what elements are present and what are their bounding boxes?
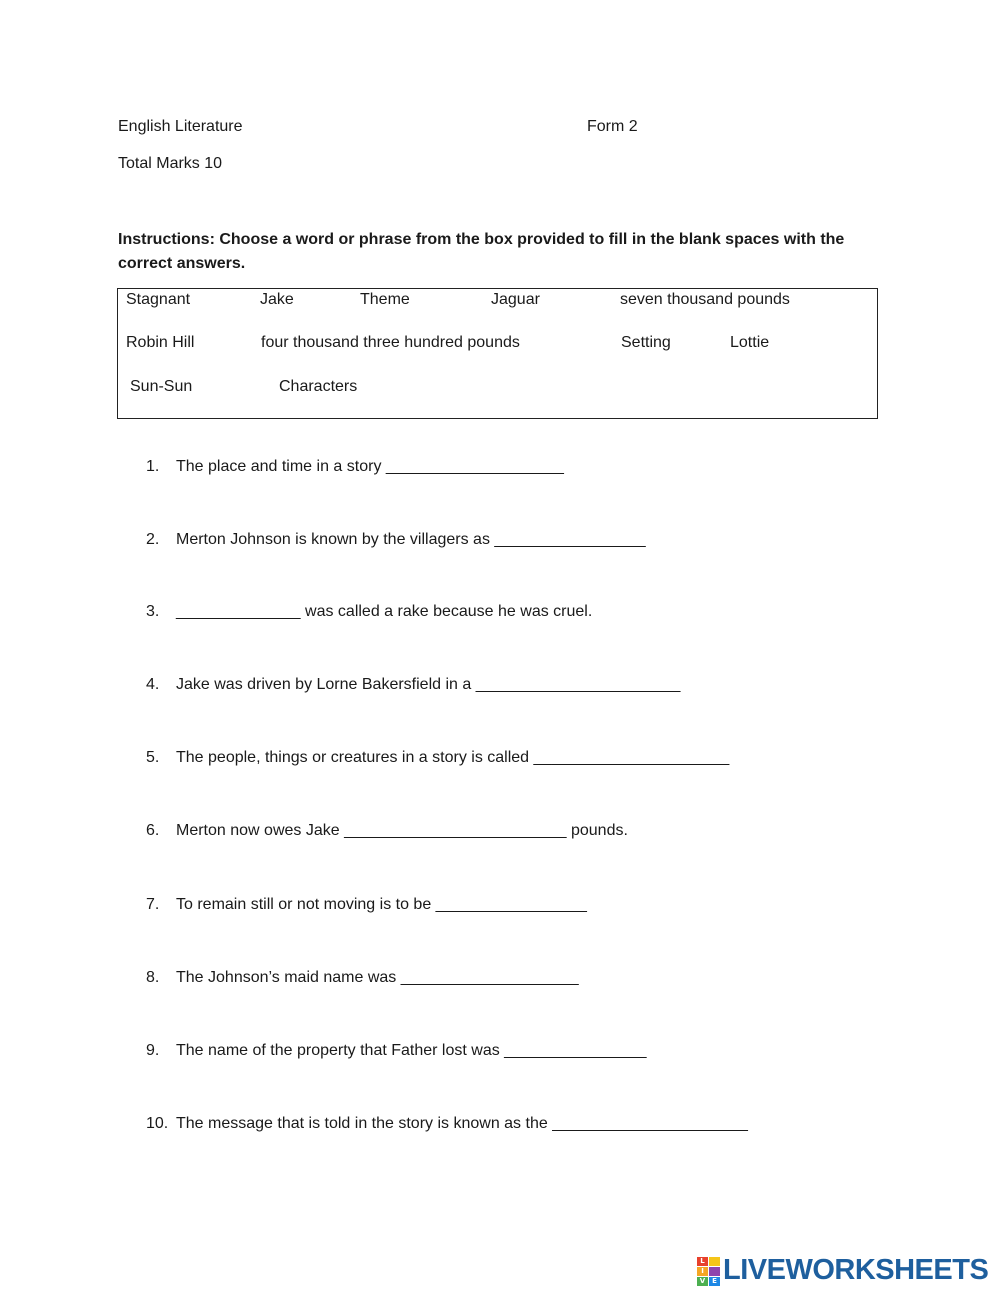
liveworksheets-logo	[697, 1255, 988, 1285]
word-bank-item: Theme	[360, 291, 410, 308]
instructions-text: Instructions: Choose a word or phrase from the box provided to fill in the blank spaces with the correct answers.	[118, 231, 845, 272]
question-number: 10.	[146, 1115, 169, 1132]
logo-block	[709, 1257, 720, 1266]
question-text: The message that is told in the story is known as the ______________________	[176, 1115, 748, 1132]
question-number: 9.	[146, 1042, 160, 1059]
total-marks-label: Total Marks 10	[118, 155, 223, 172]
logo-block: I	[697, 1267, 708, 1276]
question-number: 4.	[146, 676, 160, 693]
question-text: To remain still or not moving is to be _________________	[176, 896, 587, 913]
word-bank-box	[117, 288, 878, 419]
subject-label: English Literature	[118, 118, 243, 135]
word-bank-item: Characters	[279, 378, 358, 395]
word-bank-item: Robin Hill	[126, 334, 195, 351]
question-text: Jake was driven by Lorne Bakersfield in a _______________________	[176, 676, 681, 693]
word-bank-item: seven thousand pounds	[620, 291, 790, 308]
logo-block	[709, 1267, 720, 1276]
logo-block: E	[709, 1277, 720, 1286]
word-bank-item: Sun-Sun	[130, 378, 193, 395]
word-bank-item: Jaguar	[491, 291, 540, 308]
question-text: The Johnson’s maid name was ____________________	[176, 969, 579, 986]
question-number: 8.	[146, 969, 160, 986]
word-bank-item: Setting	[621, 334, 671, 351]
question-number: 6.	[146, 822, 160, 839]
question-number: 2.	[146, 531, 160, 548]
word-bank-item: Stagnant	[126, 291, 191, 308]
question-number: 5.	[146, 749, 160, 766]
question-text: ______________ was called a rake because he was cruel.	[176, 603, 593, 620]
word-bank-item: Jake	[260, 291, 294, 308]
question-text: Merton Johnson is known by the villagers as _________________	[176, 531, 646, 548]
word-bank-item: four thousand three hundred pounds	[261, 334, 520, 351]
question-number: 7.	[146, 896, 160, 913]
question-text: The name of the property that Father lost was ________________	[176, 1042, 647, 1059]
logo-blocks-icon	[697, 1257, 720, 1286]
question-text: The place and time in a story ____________________	[176, 458, 564, 475]
logo-text: LIVEWORKSHEETS	[723, 1253, 989, 1286]
question-text: Merton now owes Jake _________________________ pounds.	[176, 822, 628, 839]
logo-block: V	[697, 1277, 708, 1286]
question-number: 1.	[146, 458, 160, 475]
question-number: 3.	[146, 603, 160, 620]
form-label: Form 2	[587, 118, 638, 135]
word-bank-item: Lottie	[730, 334, 770, 351]
logo-block: L	[697, 1257, 708, 1266]
question-text: The people, things or creatures in a story is called ______________________	[176, 749, 730, 766]
